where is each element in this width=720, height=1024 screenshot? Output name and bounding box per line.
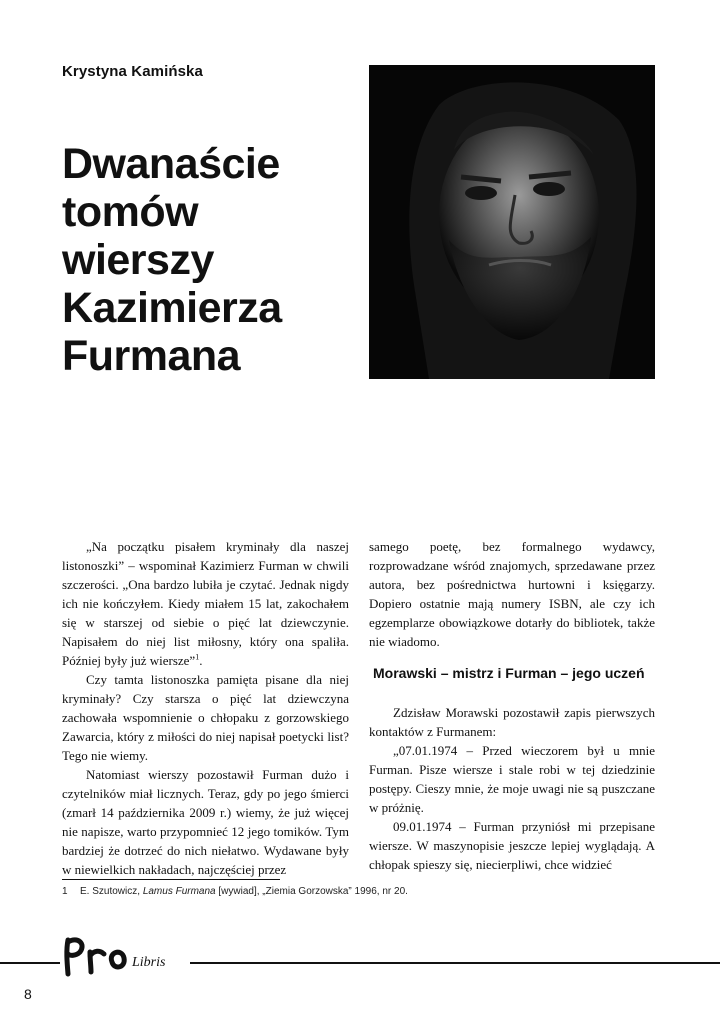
title-line: wierszy — [62, 236, 214, 284]
paragraph: Natomiast wierszy pozostawił Furman dużo i czytelników miał licznych. Teraz, gdy po jego śmierci (zmarł 14 października 2009 r.) wiemy, że już więcej nie napisze, warto przypomnieć 12 jego tomików. Tym bardziej że dotrzeć do nich niełatwo. Wydawane były w niewielkich nakładach, najczęściej przez — [62, 767, 349, 877]
title-line: Furmana — [62, 332, 241, 380]
paragraph: Zdzisław Morawski pozostawił zapis pierwszych kontaktów z Furmanem: — [369, 705, 655, 739]
column-right — [369, 537, 655, 874]
page-number: 8 — [24, 986, 32, 1002]
article-title — [62, 140, 332, 380]
footnote-divider — [62, 879, 280, 880]
footnote-reference[interactable]: 1 — [195, 652, 200, 662]
section-heading: Morawski – mistrz i Furman – jego uczeń — [373, 665, 645, 681]
title-line: Kazimierza — [62, 284, 282, 332]
title-line: Dwanaście — [62, 140, 280, 188]
logo-text: Libris — [132, 955, 166, 970]
paragraph: „Na początku pisałem kryminały dla naszej listonoszki” – wspominał Kazimierz Furman w chwili szczerości. „Ona bardzo lubiła je czytać. Jednak nigdy ich nie kończyłem. Kiedy miałem 15 lat, zakochałem się w starszej od siebie o pięć lat dziewczynie. Napisałem do niej list miłosny, który ona spaliła. Później były już wiersze”$^1$. — [62, 539, 349, 668]
pro-libris-logo-icon — [60, 934, 190, 978]
paragraph: Czy tamta listonoszka pamięta pisane dla niej kryminały? Czy starsza o pięć lat dziewczyna zachowała wspomnienie o chłopaku z gorzowskiego Zawarcia, który z miłości do niej napisał poetycki list? Tego nie wiemy. — [62, 672, 349, 763]
title-line: tomów — [62, 188, 199, 236]
column-left — [62, 537, 349, 879]
pro-libris-logo — [60, 934, 190, 978]
footnote: 1 E. Szutowicz, Lamus Furmana [wywiad], „Ziemia Gorzowska” 1996, nr 20. — [62, 886, 408, 897]
paragraph: 09.01.1974 – Furman przyniósł mi przepisane wiersze. W maszynopisie jeszcze lepiej wyglądają. A chłopak spieszy się, niecierpliwi, chce widzieć — [369, 819, 655, 872]
paragraph: samego poetę, bez formalnego wydawcy, rozprowadzane wśród znajomych, sprzedawane przez autora, bez pośrednictwa hurtowni i księgarzy. Dopiero ostatnie mają numery ISBN, ale czy ich egzemplarze obowiązkowe dotarły do bibliotek, także nie wiadomo. — [369, 539, 655, 649]
author-name: Krystyna Kamińska — [62, 63, 203, 80]
footnote-title: Lamus Furmana — [142, 886, 216, 897]
portrait-photo-icon — [369, 65, 655, 379]
paragraph: „07.01.1974 – Przed wieczorem był u mnie Furman. Pisze wiersze i stale robi w tej dziedzinie postępy. Cieszy mnie, że moje uwagi nie są puszczane w próżnię. — [369, 743, 655, 815]
footnote-number: 1 — [62, 886, 68, 897]
portrait-photo — [369, 65, 655, 379]
